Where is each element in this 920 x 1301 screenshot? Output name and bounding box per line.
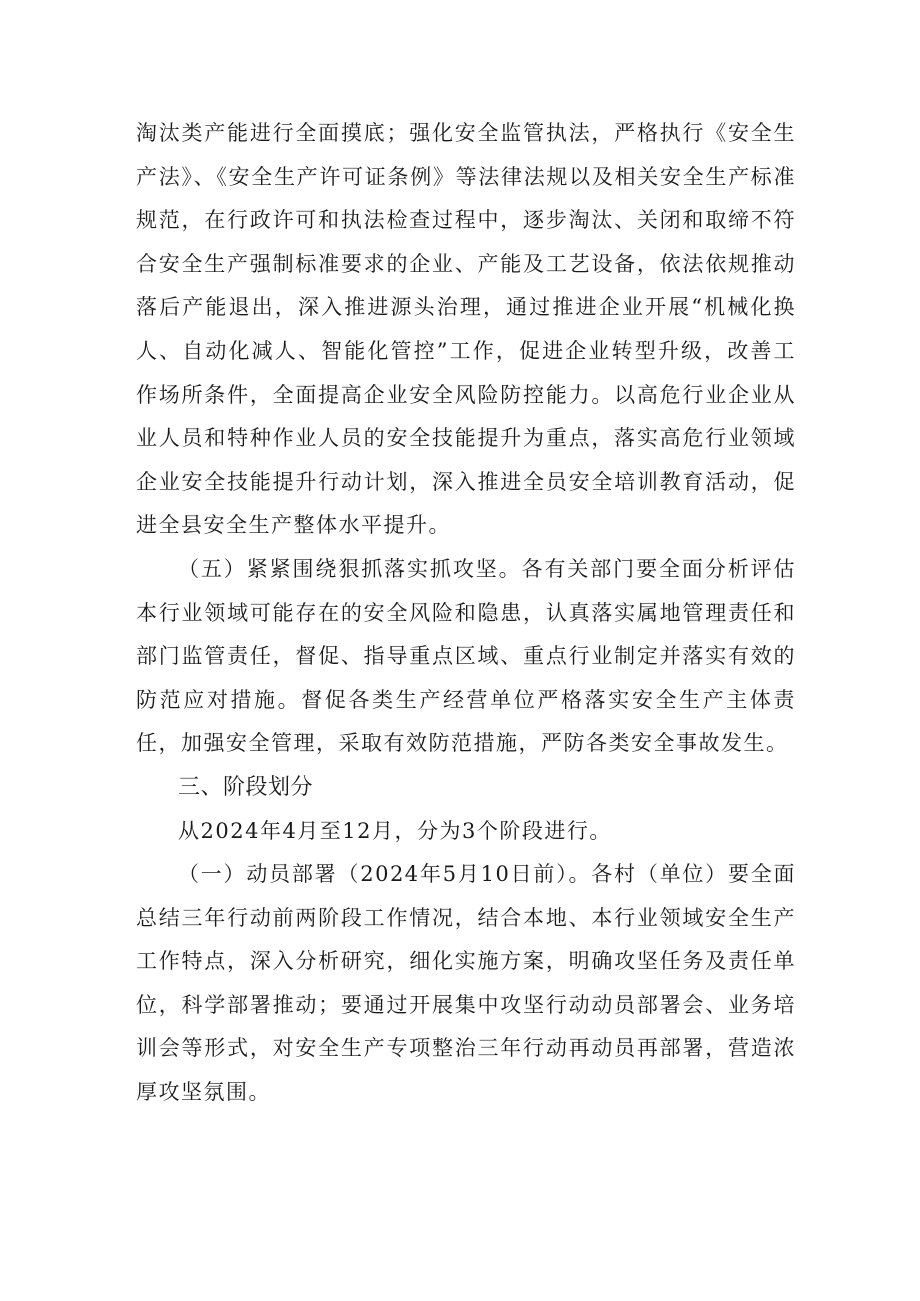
document-page [136,112,796,1115]
paragraph-stage-one: （一）动员部署（2024年5月10日前）。各村（单位）要全面总结三年行动前两阶段工作情况，结合本地、本行业领域安全生产工作特点，深入分析研究，细化实施方案，明确攻坚任务及责任单位，科学部署推动；要通过开展集中攻坚行动动员部署会、业务培训会等形式，对安全生产专项整治三年行动再动员再部署，营造浓厚攻坚氛围。 [136,862,796,1105]
paragraph-section-five: （五）紧紧围绕狠抓落实抓攻坚。各有关部门要全面分析评估本行业领域可能存在的安全风险和隐患，认真落实属地管理责任和部门监管责任，督促、指导重点区域、重点行业制定并落实有效的防范应对措施。督促各类生产经营单位严格落实安全生产主体责任，加强安全管理，采取有效防范措施，严防各类安全事故发生。 [136,556,796,756]
paragraph-stage-overview: 从2024年4月至12月，分为3个阶段进行。 [178,818,612,843]
section-heading-three: 三、阶段划分 [178,774,314,800]
paragraph-continuation: 淘汰类产能进行全面摸底；强化安全监管执法，严格执行《安全生产法》、《安全生产许可证条例》等法律法规以及相关安全生产标准规范，在行政许可和执法检查过程中，逐步淘汰、关闭和取缔不符合安全生产强制标准要求的企业、产能及工艺设备，依法依规推动落后产能退出，深入推进源头治理，通过推进企业开展“机械化换人、自动化减人、智能化管控”工作，促进企业转型升级，改善工作场所条件，全面提高企业安全风险防控能力。以高危行业企业从业人员和特种作业人员的安全技能提升为重点，落实高危行业领域企业安全技能提升行动计划，深入推进全员安全培训教育活动，促进全县安全生产整体水平提升。 [136,121,796,538]
